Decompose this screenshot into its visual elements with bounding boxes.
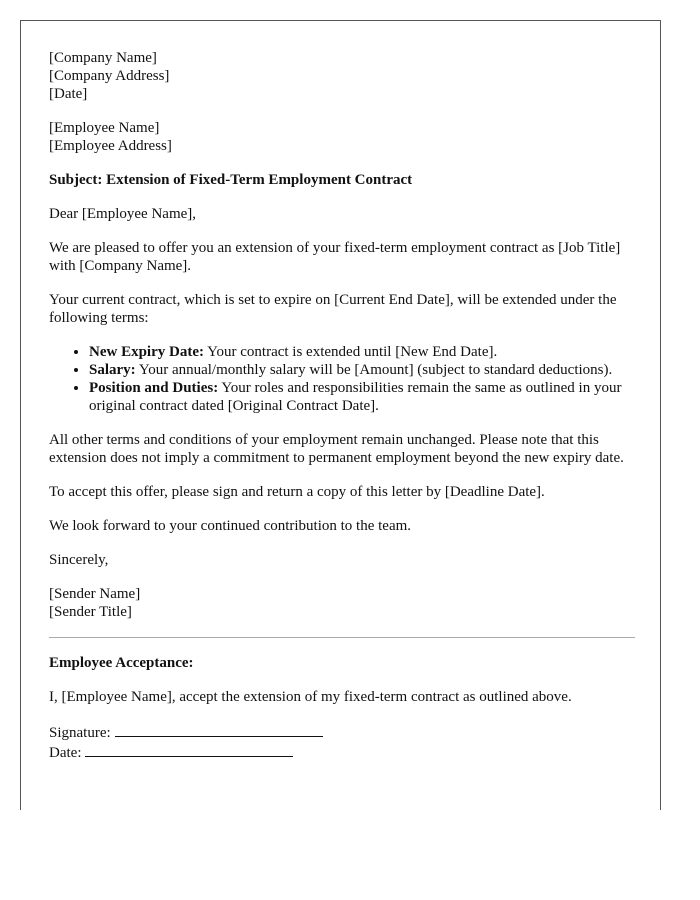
salutation: Dear [Employee Name], [49, 206, 197, 222]
intro-paragraph: We are pleased to offer you an extension of your fixed-term employment contract as [Job Title] with [Company Name]. [49, 240, 621, 274]
subject-line: Subject: Extension of Fixed-Term Employment Contract [49, 172, 413, 188]
sender-name: [Sender Name] [49, 586, 141, 602]
acceptance-heading: Employee Acceptance: [49, 655, 194, 671]
sender-block [49, 49, 635, 103]
term-label: New Expiry Date: [89, 344, 204, 360]
other-terms-paragraph: All other terms and conditions of your employment remain unchanged. Please note that this extension does not imply a commitment to permanent employment beyond the new expiry date. [49, 432, 624, 466]
letter-date: [Date] [49, 86, 88, 102]
signature-label: Signature: [49, 725, 111, 741]
terms-list [49, 343, 635, 415]
look-forward-paragraph: We look forward to your continued contribution to the team. [49, 518, 412, 534]
date-row [49, 742, 635, 762]
term-text: Your contract is extended until [New End Date]. [203, 344, 498, 360]
acceptance-statement: I, [Employee Name], accept the extension of my fixed-term contract as outlined above. [49, 689, 572, 705]
term-expiry-date [89, 343, 635, 361]
term-position-duties [89, 379, 635, 415]
sender-title: [Sender Title] [49, 604, 132, 620]
signature-row [49, 722, 635, 742]
term-label: Salary: [89, 362, 136, 378]
date-field[interactable] [85, 742, 293, 757]
letter-page [20, 20, 661, 810]
employee-name: [Employee Name] [49, 120, 160, 136]
term-text: Your annual/monthly salary will be [Amount] (subject to standard deductions). [135, 362, 613, 378]
terms-lead-paragraph: Your current contract, which is set to expire on [Current End Date], will be extended under the following terms: [49, 292, 617, 326]
employee-address: [Employee Address] [49, 138, 172, 154]
term-text: Your roles and responsibilities remain the same as outlined in your original contract dated [Original Contract Date]. [89, 380, 622, 414]
acceptance-signature-block [49, 722, 635, 762]
company-address: [Company Address] [49, 68, 170, 84]
sender-signature-block [49, 585, 635, 621]
company-name: [Company Name] [49, 50, 157, 66]
letter-content [49, 49, 635, 762]
signature-field[interactable] [115, 722, 323, 737]
recipient-block [49, 119, 635, 155]
sign-off: Sincerely, [49, 552, 109, 568]
date-label: Date: [49, 745, 82, 761]
section-divider [49, 637, 635, 638]
term-salary [89, 361, 635, 379]
term-label: Position and Duties: [89, 380, 219, 396]
accept-instructions-paragraph: To accept this offer, please sign and return a copy of this letter by [Deadline Date]. [49, 484, 545, 500]
